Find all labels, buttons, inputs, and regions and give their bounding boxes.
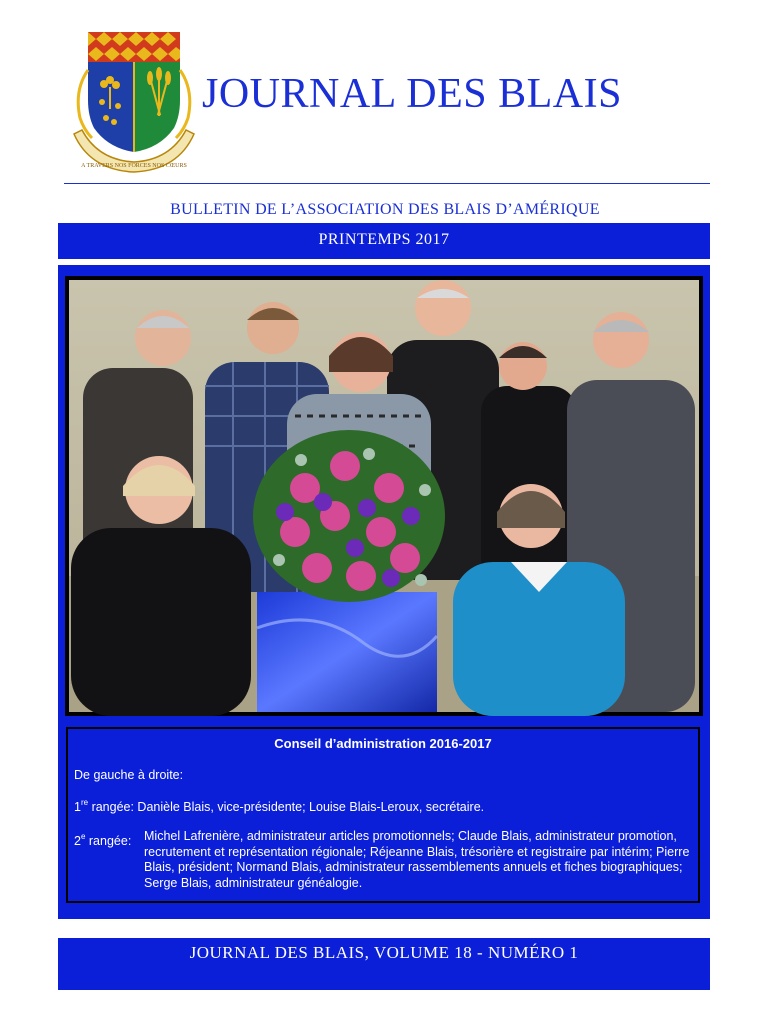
caption-intro: De gauche à droite: bbox=[74, 768, 184, 782]
caption-row-1 bbox=[74, 798, 484, 814]
row2-number: 2 bbox=[74, 834, 81, 848]
caption-title: Conseil d’administration 2016-2017 bbox=[274, 736, 492, 751]
row2-lead bbox=[74, 829, 131, 850]
row2-label: rangée: bbox=[88, 834, 132, 848]
group-photo bbox=[65, 276, 703, 716]
photo-caption bbox=[66, 727, 700, 903]
row1-number: 1 bbox=[74, 800, 81, 814]
season-band bbox=[58, 223, 710, 259]
header-divider bbox=[64, 183, 710, 184]
journal-title: JOURNAL DES BLAIS bbox=[202, 71, 622, 117]
row2-text: Michel Lafrenière, administrateur articles promotionnels; Claude Blais, administrateur promotion, recrutement et représentation régionale; Réjeanne Blais, trésorière et registraire par intérim; Pierre Blais, président; Normand Blais, administrateur rassemblements annuels et fiches biographiques; Serge Blais, administrateur généalogie. bbox=[144, 829, 690, 890]
coat-of-arms-logo bbox=[70, 30, 198, 176]
volume-issue: JOURNAL DES BLAIS, VOLUME 18 - NUMÉRO 1 bbox=[189, 943, 579, 962]
flower-bouquet bbox=[253, 430, 445, 602]
crest-motto: A TRAVERS NOS FORCES NOS CŒURS bbox=[81, 163, 187, 169]
footer-band bbox=[58, 938, 710, 990]
row1-text: rangée: Danièle Blais, vice-présidente; Louise Blais-Leroux, secrétaire. bbox=[91, 800, 485, 814]
satin-pedestal bbox=[257, 592, 437, 712]
season-label: PRINTEMPS 2017 bbox=[318, 231, 450, 248]
bulletin-subtitle: BULLETIN DE L’ASSOCIATION DES BLAIS D’AMÉRIQUE bbox=[170, 201, 600, 218]
row1-superscript: re bbox=[80, 798, 89, 807]
row2-superscript: e bbox=[80, 832, 86, 841]
